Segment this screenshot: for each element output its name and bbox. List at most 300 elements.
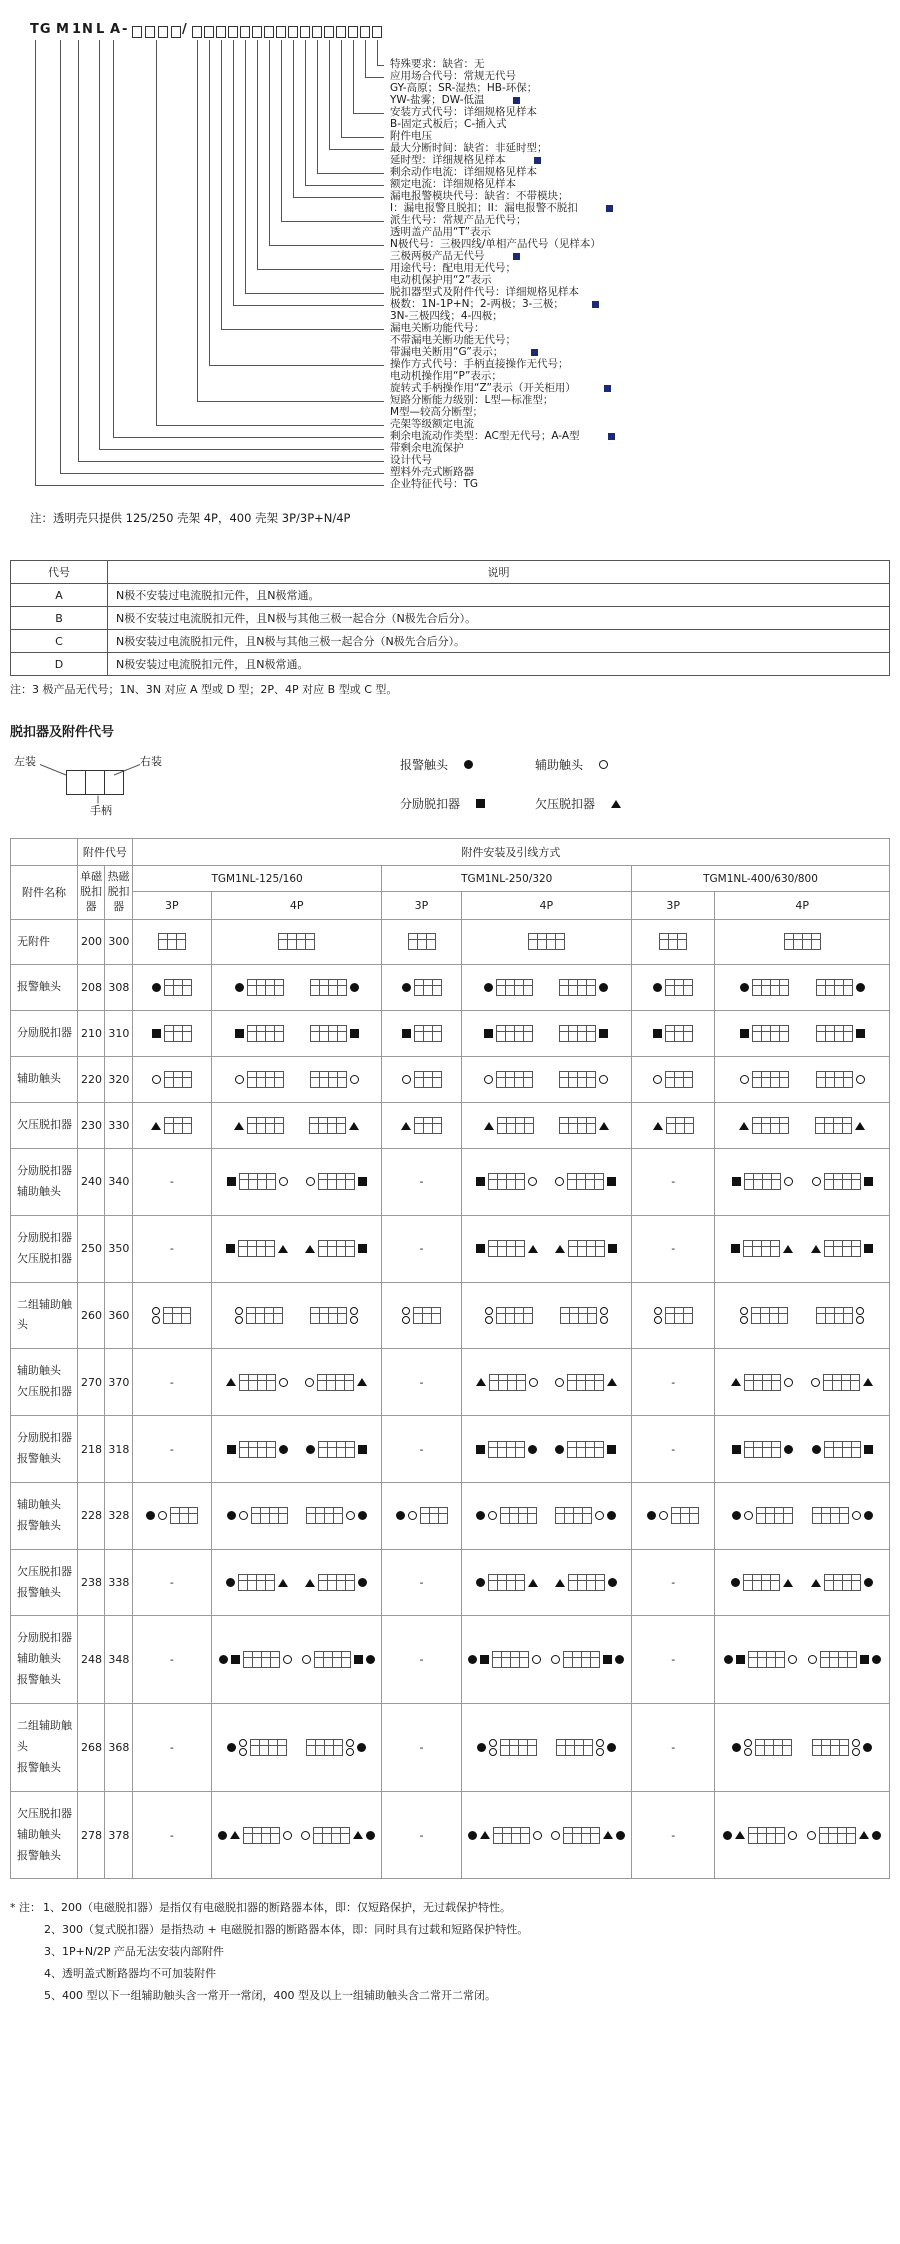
pole-cell [831, 1508, 840, 1523]
aux-contact-icon [350, 1075, 359, 1084]
aux-contact-icon [788, 1831, 797, 1840]
accessory-diagram [476, 1441, 537, 1458]
aux-contact-circle [740, 1307, 748, 1315]
pole-block-3p [164, 1117, 192, 1134]
accessory-diagram [306, 1507, 367, 1524]
callout-line-vertical [156, 40, 157, 425]
pole-cell [852, 1241, 860, 1256]
diagram-cell: - [132, 1549, 211, 1616]
accessory-diagram [559, 1071, 608, 1088]
pole-cell [415, 1118, 424, 1133]
pole-cell [826, 980, 835, 995]
double-aux-contact-icon [485, 1307, 493, 1324]
aux-contact-icon [856, 1075, 865, 1084]
pole-cell [498, 1241, 507, 1256]
pole-cell [329, 1308, 338, 1323]
accessory-diagram [408, 933, 436, 950]
pole-cell [311, 1308, 320, 1323]
undervoltage-release-icon [739, 1122, 749, 1130]
pole-cell [826, 1026, 835, 1041]
undervoltage-release-icon [230, 1831, 240, 1839]
pole-cell [578, 980, 587, 995]
pole-cell [503, 1828, 512, 1843]
callout-label-line: 附件电压 [390, 130, 432, 142]
pole-cell [763, 1375, 772, 1390]
pole-cell [164, 1308, 173, 1323]
npole-row [11, 607, 890, 630]
accessory-diagram [555, 1240, 617, 1257]
undervoltage-release-icon [528, 1245, 538, 1253]
diagram-wrap [718, 1071, 886, 1088]
shunt-release-icon [599, 1029, 608, 1038]
pole-block-3p [413, 1307, 441, 1324]
pole-cell [271, 1652, 279, 1667]
pole-cell [844, 1308, 852, 1323]
pole-cell [498, 1174, 507, 1189]
pole-block-4p [820, 1651, 857, 1668]
callout-line-horizontal [113, 437, 384, 438]
diagram-cell [461, 1704, 632, 1792]
accessory-diagram [653, 979, 693, 996]
pole-cell [271, 1828, 279, 1843]
pole-cell [556, 1508, 565, 1523]
callout-label-line: 派生代号：常规产品无代号； [390, 214, 527, 226]
accessory-diagram [219, 1651, 292, 1668]
diagram-wrap [136, 1117, 208, 1134]
accessory-diagram [659, 933, 687, 950]
pole-cell [257, 1072, 266, 1087]
pole-cell [569, 1118, 578, 1133]
diagram-cell [211, 1549, 382, 1616]
aux-contact-icon [740, 1075, 749, 1084]
acc-pole-header-3p: 3P [382, 892, 461, 919]
pole-cell [753, 1575, 762, 1590]
pole-cell [342, 1652, 350, 1667]
legend-label: 报警触头 [400, 758, 449, 772]
aux-contact-circle [852, 1739, 860, 1747]
accessory-name-line: 分励脱扣器 [17, 1431, 72, 1445]
pole-cell [265, 1308, 274, 1323]
diagram-cell [715, 965, 890, 1011]
pole-block-3p [170, 1507, 198, 1524]
accessory-diagram [551, 1827, 625, 1844]
diagram-cell [211, 1704, 382, 1792]
pole-cell [506, 1072, 515, 1087]
pole-cell [843, 1575, 852, 1590]
thermal-magnetic-code: 320 [105, 1057, 132, 1103]
pole-block-4p [563, 1827, 600, 1844]
callout-label-line: 电动机操作用“P”表示； [390, 370, 502, 382]
model-code-box [240, 26, 250, 38]
pole-cell [776, 1828, 784, 1843]
accessory-name [11, 1791, 78, 1879]
callout-line-vertical [305, 40, 306, 185]
alarm-contact-icon [599, 983, 608, 992]
pole-cell [749, 1652, 758, 1667]
undervoltage-release-icon [811, 1245, 821, 1253]
accessory-diagram [653, 1071, 693, 1088]
aux-contact-circle [402, 1316, 410, 1324]
accessory-diagram [146, 1507, 198, 1524]
undervoltage-release-icon [349, 1122, 359, 1130]
pole-cell [595, 1375, 603, 1390]
pole-cell [744, 1575, 753, 1590]
pole-cell [275, 1118, 283, 1133]
pole-cell [248, 980, 257, 995]
callout-line-vertical [35, 40, 36, 485]
undervoltage-release-icon [555, 1245, 565, 1253]
pole-cell [813, 1508, 822, 1523]
footnote-text: 5、400 型以下一组辅助触头含一常开一常闭，400 型及以上一组辅助触头含二常开二常闭。 [44, 1989, 496, 2003]
callout-label-line: 3N-三极四线；4-四极； [390, 310, 503, 322]
pole-block-4p [567, 1374, 604, 1391]
diagram-cell [132, 919, 211, 965]
pole-cell [524, 1072, 532, 1087]
accessory-diagram [555, 1574, 617, 1591]
pole-cell [771, 1118, 780, 1133]
pole-block-4p [560, 1307, 597, 1324]
pole-cell [776, 1652, 784, 1667]
accessory-name [11, 1057, 78, 1103]
pole-cell [568, 1442, 577, 1457]
shunt-release-icon [152, 1029, 161, 1038]
accessory-row [11, 1482, 890, 1549]
pole-cell [257, 1241, 266, 1256]
undervoltage-release-icon [226, 1378, 236, 1386]
pole-cell [560, 1072, 569, 1087]
code-note: 注：透明壳只提供 125/250 壳架 4P，400 壳架 3P/3P+N/4P [30, 511, 351, 525]
double-aux-contact-icon [239, 1739, 247, 1756]
pole-block-4p [748, 1827, 785, 1844]
pole-cell [258, 1174, 267, 1189]
pole-cell [560, 1026, 569, 1041]
pole-cell [587, 1241, 596, 1256]
single-magnetic-code: 260 [77, 1282, 104, 1349]
diagram-wrap [465, 1071, 629, 1088]
accessory-diagram [740, 1071, 789, 1088]
undervoltage-release-icon [278, 1579, 288, 1587]
aux-contact-icon [402, 1075, 411, 1084]
pole-cell [675, 1026, 684, 1041]
pole-cell [515, 980, 524, 995]
accessory-diagram [816, 979, 865, 996]
pole-cell [260, 1740, 269, 1755]
pole-block-4p [752, 1117, 789, 1134]
aux-contact-circle [744, 1739, 752, 1747]
single-magnetic-code: 238 [77, 1549, 104, 1616]
pole-cell [835, 1026, 844, 1041]
pole-cell [812, 934, 820, 949]
pole-cell [498, 1442, 507, 1457]
single-magnetic-code: 278 [77, 1791, 104, 1879]
pole-cell [830, 1652, 839, 1667]
callout-line-horizontal [78, 461, 384, 462]
diagram-cell: - [382, 1148, 461, 1215]
acc-thermal-col-header: 热磁脱扣器 [105, 866, 132, 920]
undervoltage-release-icon [783, 1579, 793, 1587]
accessory-diagram [560, 1307, 608, 1324]
pole-cell [516, 1241, 524, 1256]
diagram-cell [211, 1791, 382, 1879]
accessory-diagram [476, 1374, 538, 1391]
pole-cell [502, 1652, 511, 1667]
double-aux-contact-icon [346, 1739, 354, 1756]
accessory-name [11, 1549, 78, 1616]
aux-contact-icon [152, 1075, 161, 1084]
pole-block-3p [414, 1071, 442, 1088]
pole-block-4p [247, 979, 284, 996]
callout-line-horizontal [156, 425, 384, 426]
shunt-release-icon [603, 1655, 612, 1664]
aux-contact-circle [852, 1748, 860, 1756]
accessory-row [11, 1549, 890, 1616]
shunt-release-icon [480, 1655, 489, 1664]
diagram-cell: - [382, 1616, 461, 1704]
accessory-diagram [302, 1651, 375, 1668]
aux-contact-icon [551, 1831, 560, 1840]
npole-code: C [11, 630, 108, 653]
pole-cell [311, 980, 320, 995]
diagram-cell [715, 1215, 890, 1282]
double-aux-contact-icon [852, 1739, 860, 1756]
pole-cell [557, 1740, 566, 1755]
pole-block-4p [555, 1507, 592, 1524]
accessory-name-line: 欠压脱扣器 [17, 1118, 72, 1132]
pole-block-3p [414, 1025, 442, 1042]
diagram-wrap [718, 1651, 886, 1668]
pole-cell [844, 1072, 852, 1087]
pole-cell [684, 1026, 692, 1041]
pole-cell [328, 1174, 337, 1189]
pole-block-4p [239, 1441, 276, 1458]
pole-cell [852, 1174, 860, 1189]
alarm-contact-icon [784, 1445, 793, 1454]
pole-cell [822, 1508, 831, 1523]
pole-cell [831, 1740, 840, 1755]
pole-cell [177, 934, 185, 949]
shunt-release-icon [226, 1244, 235, 1253]
alarm-contact-icon [872, 1655, 881, 1664]
alarm-contact-icon [396, 1511, 405, 1520]
callout-line-horizontal [99, 449, 384, 450]
aux-contact-icon [279, 1378, 288, 1387]
diagram-wrap [718, 933, 886, 950]
diagram-wrap [385, 1025, 457, 1042]
callout-label [390, 142, 548, 166]
diagram-cell [382, 1282, 461, 1349]
undervoltage-release-icon [607, 1378, 617, 1386]
pole-cell [507, 1174, 516, 1189]
shunt-release-icon [350, 1029, 359, 1038]
pole-cell [244, 1828, 253, 1843]
npole-header-desc: 说明 [108, 561, 890, 584]
diagram-wrap [215, 1574, 379, 1591]
diagram-cell: - [132, 1704, 211, 1792]
pole-cell [569, 1575, 578, 1590]
pole-block-3p [666, 1117, 694, 1134]
diagram-wrap [385, 979, 457, 996]
pole-cell [165, 980, 174, 995]
callout-label-line: 最大分断时间：缺省：非延时型； [390, 142, 548, 154]
diagram-cell [211, 965, 382, 1011]
aux-contact-icon [346, 1511, 355, 1520]
accessory-diagram [731, 1240, 793, 1257]
accessory-name-line: 辅助触头 [17, 1184, 61, 1198]
callout-label [390, 466, 474, 478]
accessory-name [11, 1704, 78, 1792]
breaker-pole-cell [105, 771, 123, 794]
breaker-outline [66, 770, 124, 795]
model-code-diagram [10, 8, 890, 548]
pole-block-4p [744, 1173, 781, 1190]
aux-contact-icon [529, 1378, 538, 1387]
pole-cell [266, 1026, 275, 1041]
accessory-row [11, 965, 890, 1011]
accessory-diagram [402, 1025, 442, 1042]
pole-cell [771, 980, 780, 995]
model-code-box [336, 26, 346, 38]
aux-contact-icon [788, 1655, 797, 1664]
link-marker [604, 385, 611, 392]
pole-cell [275, 1072, 283, 1087]
accessory-row [11, 1791, 890, 1879]
pole-block-4p [488, 1173, 525, 1190]
footnote-line [10, 1897, 890, 1919]
accessory-diagram [235, 979, 284, 996]
pole-cell [345, 1375, 353, 1390]
pole-cell [826, 1308, 835, 1323]
pole-cell [834, 1442, 843, 1457]
pole-block-4p [238, 1574, 275, 1591]
pole-cell [771, 1575, 779, 1590]
diagram-wrap [136, 933, 208, 950]
diagram-cell [715, 1148, 890, 1215]
diagram-cell [132, 1282, 211, 1349]
acc-code-group-header: 附件代号 [77, 839, 132, 866]
aux-contact-circle [239, 1739, 247, 1747]
pole-cell [569, 1072, 578, 1087]
pole-cell [582, 1652, 591, 1667]
aux-contact-icon [305, 1378, 314, 1387]
diagram-cell [715, 1349, 890, 1416]
accessory-name-line: 分励脱扣器 [17, 1631, 72, 1645]
accessory-row [11, 1704, 890, 1792]
pole-cell [753, 1118, 762, 1133]
diagram-wrap [465, 933, 629, 950]
pole-cell [337, 1575, 346, 1590]
pole-cell [489, 1442, 498, 1457]
footnote-line [10, 1963, 890, 1985]
pole-cell [780, 1118, 788, 1133]
accessory-diagram [812, 1507, 873, 1524]
pole-block-4p [318, 1240, 355, 1257]
pole-cell [516, 1118, 525, 1133]
diagram-wrap [215, 1374, 379, 1391]
pole-cell [667, 1118, 676, 1133]
accessory-diagram [812, 1173, 873, 1190]
thermal-magnetic-code: 338 [105, 1549, 132, 1616]
accessory-name-line: 分励脱扣器 [17, 1230, 72, 1244]
accessory-row [11, 919, 890, 965]
aux-contact-circle [152, 1307, 160, 1315]
pole-cell [575, 1740, 584, 1755]
diagram-cell [461, 1215, 632, 1282]
single-magnetic-code: 230 [77, 1103, 104, 1149]
accessory-name-line: 报警触头 [17, 1585, 61, 1599]
pole-cell [497, 1072, 506, 1087]
pole-cell [424, 1072, 433, 1087]
pole-cell [247, 1308, 256, 1323]
pole-cell [409, 934, 418, 949]
pole-cell [338, 1308, 346, 1323]
acc-pole-header-3p: 3P [632, 892, 715, 919]
pole-cell [249, 1442, 258, 1457]
double-aux-contact-icon [489, 1739, 497, 1756]
callout-line-horizontal [35, 485, 384, 486]
aux-contact-circle [346, 1748, 354, 1756]
pole-block-4p [310, 1025, 347, 1042]
npole-header-row [11, 561, 890, 584]
pole-cell [415, 980, 424, 995]
pole-cell [774, 1740, 783, 1755]
accessory-diagram [306, 1441, 367, 1458]
aux-contact-circle [402, 1307, 410, 1315]
alarm-contact-icon [555, 1445, 564, 1454]
legend-label: 分励脱扣器 [400, 797, 461, 811]
accessory-diagram [528, 933, 565, 950]
model-code-box [312, 26, 322, 38]
breaker-pole-cell [86, 771, 105, 794]
pole-cell [307, 1508, 316, 1523]
model-code-box [192, 26, 202, 38]
aux-contact-circle [596, 1739, 604, 1747]
pole-cell [251, 1740, 260, 1755]
diagram-wrap [215, 1240, 379, 1257]
footnote-lead: * 注： [10, 1901, 41, 1915]
model-code-box [145, 26, 155, 38]
pole-cell [262, 1828, 271, 1843]
callout-line-vertical [99, 40, 100, 449]
model-code-box [288, 26, 298, 38]
aux-contact-icon [528, 1177, 537, 1186]
accessory-diagram [226, 1240, 288, 1257]
callout-label-line: GY-高原；SR-湿热；HB-环保； [390, 82, 538, 94]
alarm-contact-icon [528, 1445, 537, 1454]
alarm-contact-icon [402, 983, 411, 992]
callout-line-vertical [209, 40, 210, 365]
accessory-name [11, 1103, 78, 1149]
pole-cell [314, 1828, 323, 1843]
diagram-cell: - [632, 1616, 715, 1704]
single-magnetic-code: 220 [77, 1057, 104, 1103]
pole-cell [319, 1241, 328, 1256]
accessory-table [10, 838, 890, 1879]
pole-cell [174, 980, 183, 995]
accessory-row [11, 1282, 890, 1349]
acc-name-col-header: 附件名称 [11, 866, 78, 920]
pole-cell [817, 1308, 826, 1323]
pole-cell [556, 934, 564, 949]
aux-contact-icon [555, 1177, 564, 1186]
accessory-row [11, 1103, 890, 1149]
pole-block-4p [824, 1574, 861, 1591]
pole-cell [675, 1308, 684, 1323]
callout-label [390, 478, 478, 490]
callout-line-vertical [60, 40, 61, 473]
pole-cell [547, 934, 556, 949]
accessory-diagram [310, 1025, 359, 1042]
diagram-cell: - [382, 1791, 461, 1879]
